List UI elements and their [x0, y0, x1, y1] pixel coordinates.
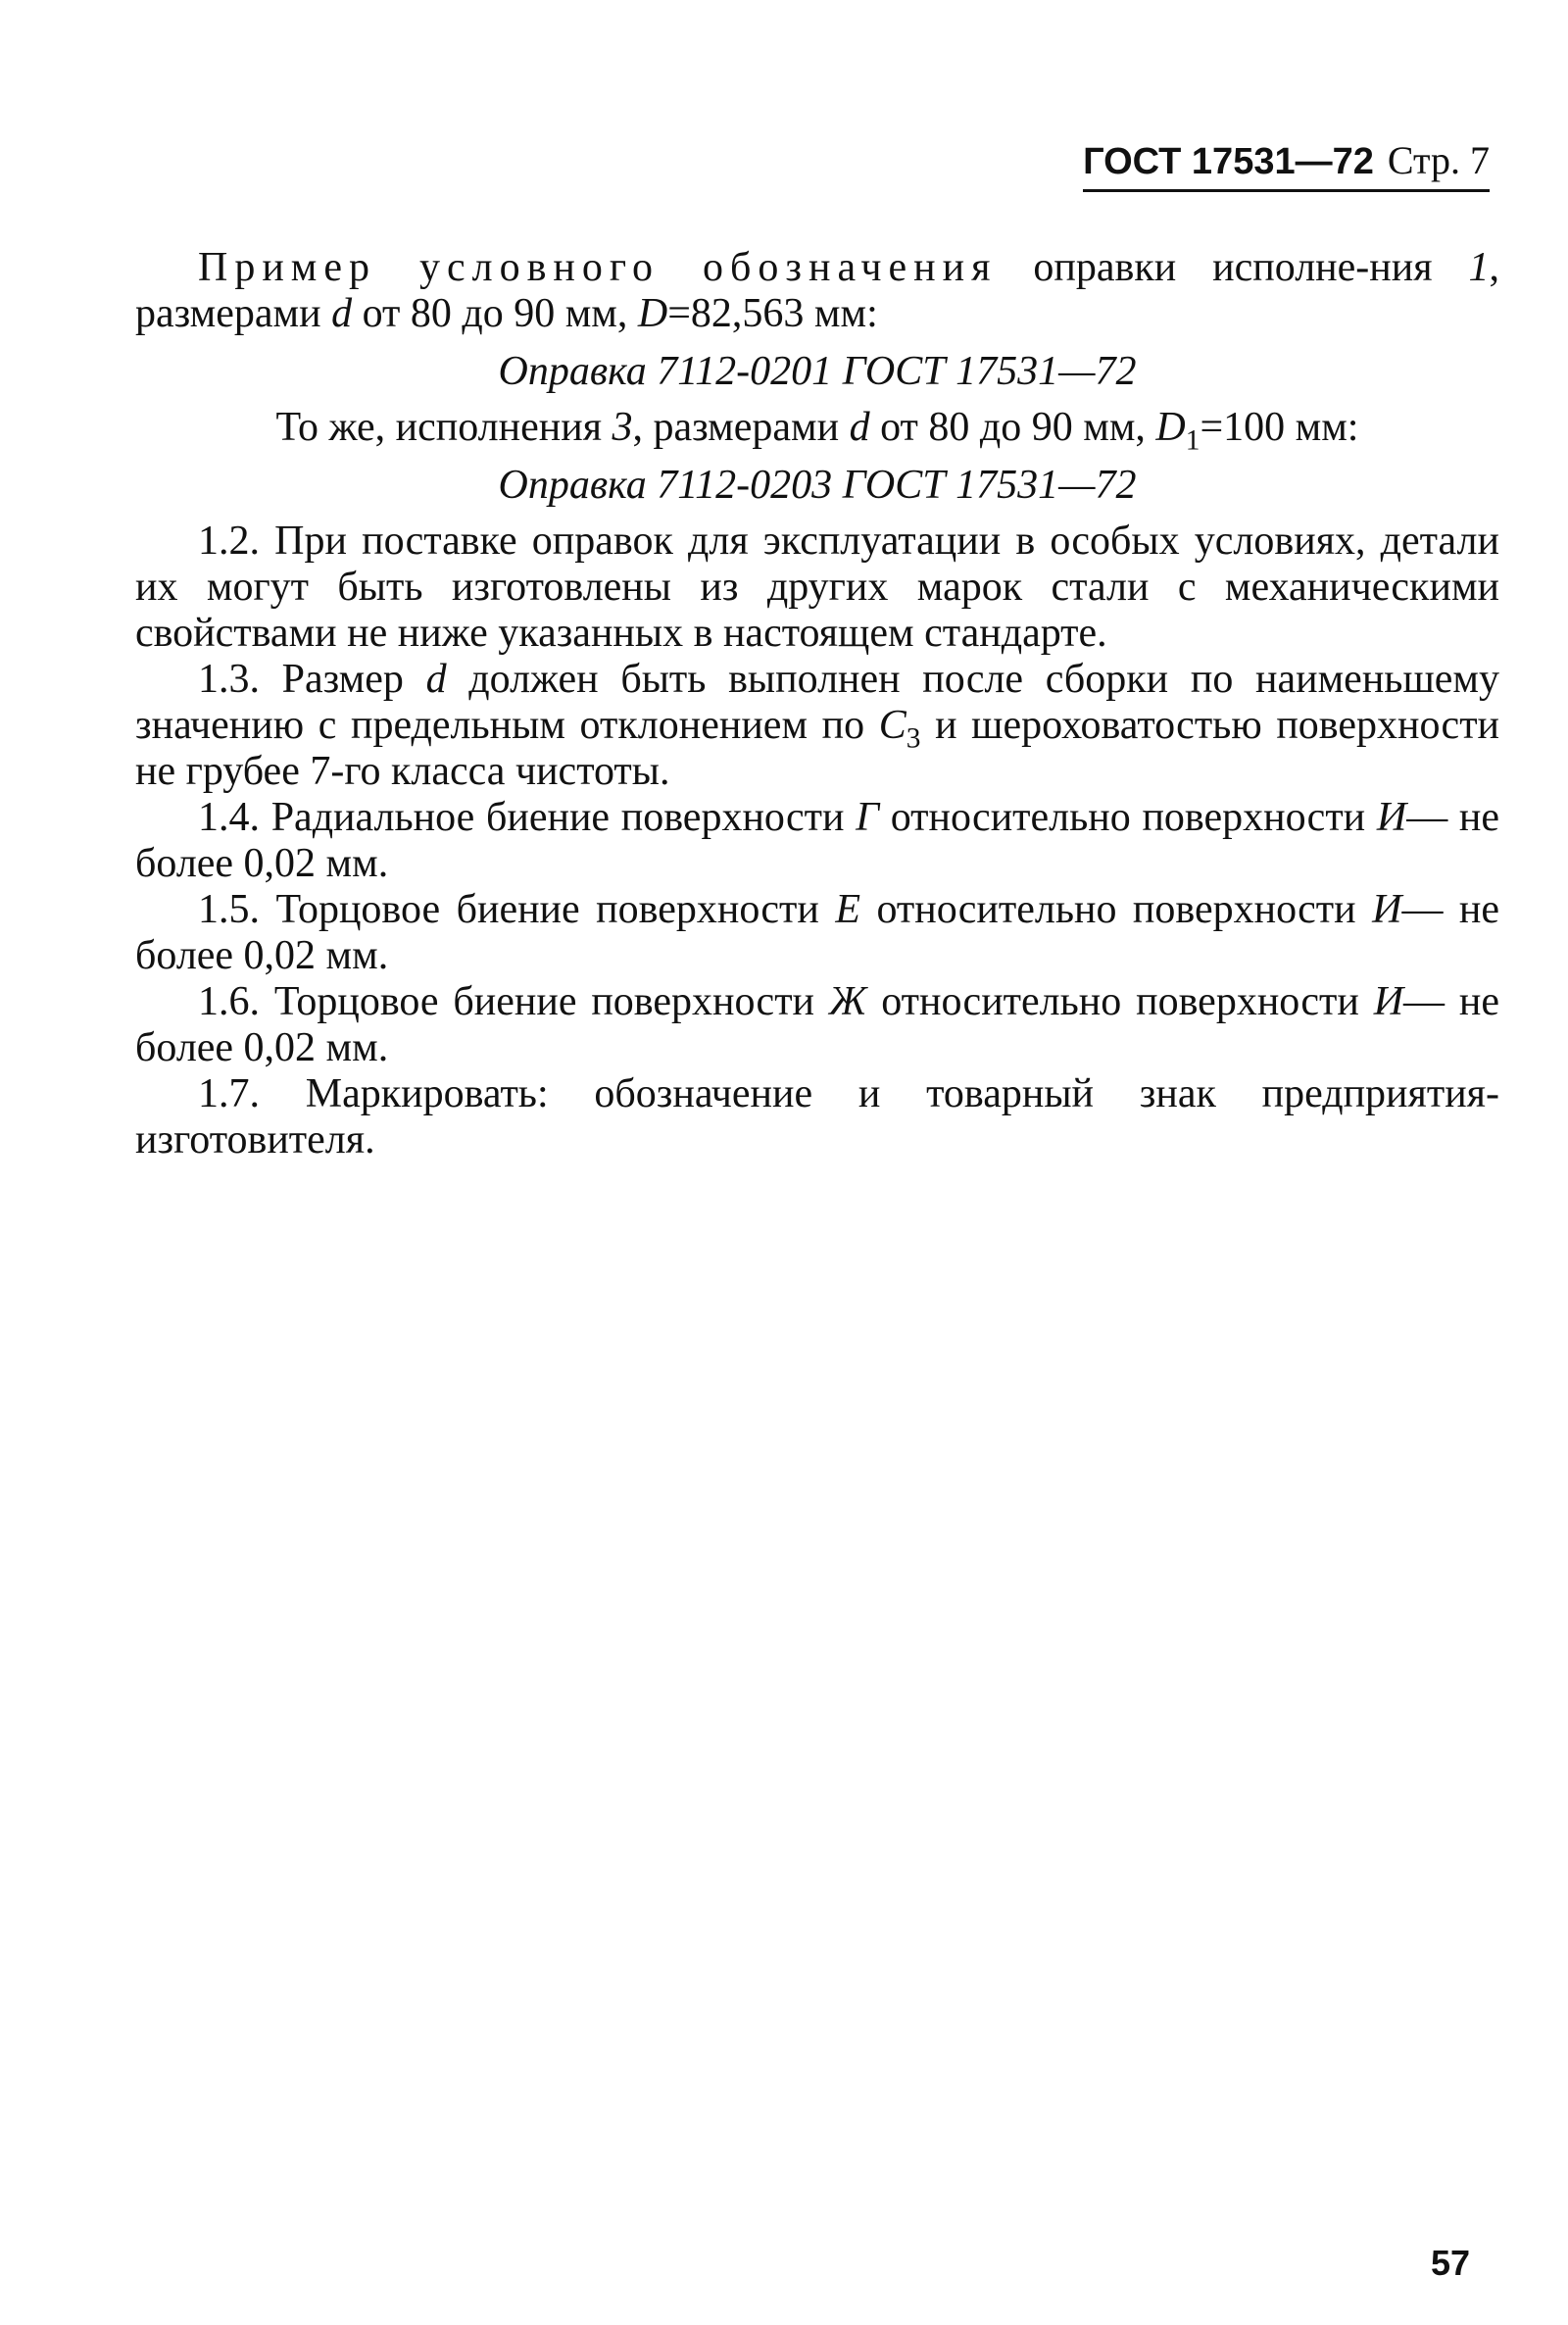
document-body [135, 245, 1499, 1163]
example-lead-rest: оправки исполне-ния [1033, 245, 1433, 290]
clause-1-5-a: 1.5. Торцовое биение поверхности [198, 887, 819, 932]
range-text-2: от 80 до 90 мм, [880, 405, 1146, 450]
clause-1-2: 1.2. При поставке оправок для эксплуатации в особых условиях, детали их могут быть изготовлены из других марок стали с механическими свойствами не ниже указанных в настоящем стандарте. [135, 519, 1499, 656]
example-lead: Пример условного обозначения [198, 245, 998, 290]
clause-1-4-b: относительно поверхности [890, 795, 1366, 840]
example-paragraph [135, 245, 1499, 337]
D1-value: =100 мм: [1200, 405, 1359, 450]
clause-1-5-I: И [1372, 887, 1402, 932]
same-prefix: То же, исполнения [275, 405, 603, 450]
clause-1-5-E: Е [835, 887, 860, 932]
clause-1-4-I: И [1376, 795, 1407, 840]
clause-1-6-a: 1.6. Торцовое биение поверхности [198, 979, 815, 1024]
clause-1-5 [135, 887, 1499, 979]
sizes-text-1: , размерами [135, 245, 1499, 336]
page-number: 57 [1430, 2243, 1470, 2283]
clause-1-5-c: — не более 0,02 мм. [135, 887, 1500, 978]
range-text-1: от 80 до 90 мм, [362, 291, 628, 336]
clause-1-5-b: относительно поверхности [876, 887, 1356, 932]
designation-1: Оправка 7112-0201 ГОСТ 17531—72 [498, 349, 1137, 394]
d-symbol: d [331, 291, 353, 336]
clause-1-6-c: — не более 0,02 мм. [135, 979, 1500, 1070]
clause-1-4-G: Г [856, 795, 880, 840]
D-value: =82,563 мм: [667, 291, 878, 336]
page-header [1083, 137, 1490, 192]
D-symbol: D [637, 291, 668, 336]
clause-1-3 [135, 657, 1499, 795]
designation-2: Оправка 7112-0203 ГОСТ 17531—72 [498, 463, 1137, 508]
D1-subscript: 1 [1185, 424, 1200, 457]
clause-1-3-c: и шероховатостью поверхности не грубее 7-го класса чистоты. [135, 703, 1500, 794]
clause-1-4-c: — не более 0,02 мм. [135, 795, 1499, 886]
clause-1-6-Zh: Ж [828, 979, 867, 1024]
clause-1-3-b: должен быть выполнен после сборки по наименьшему значению с предельным отклонением по [135, 657, 1500, 748]
clause-1-4 [135, 795, 1499, 887]
sizes-text-2: , размерами [632, 405, 840, 450]
clause-1-7: 1.7. Маркировать: обозначение и товарный знак предприятия-изготовителя. [135, 1071, 1499, 1162]
variant-3: 3 [612, 405, 633, 450]
d-symbol-2: d [849, 405, 870, 450]
clause-1-6 [135, 979, 1499, 1071]
clause-1-3-sub: 3 [906, 722, 921, 755]
clause-1-3-d: d [425, 657, 447, 702]
variant-1: 1 [1468, 245, 1490, 290]
clause-1-3-C: C [878, 703, 906, 748]
clause-1-6-b: относительно поверхности [881, 979, 1359, 1024]
clause-1-6-I: И [1373, 979, 1404, 1024]
page-label: Стр. 7 [1387, 138, 1490, 182]
same-variant-line [135, 405, 1499, 457]
standard-number: ГОСТ 17531—72 [1083, 141, 1374, 182]
D1-symbol: D [1155, 405, 1186, 450]
clause-1-4-a: 1.4. Радиальное биение поверхности [198, 795, 845, 840]
clause-1-3-a: 1.3. Размер [198, 657, 404, 702]
